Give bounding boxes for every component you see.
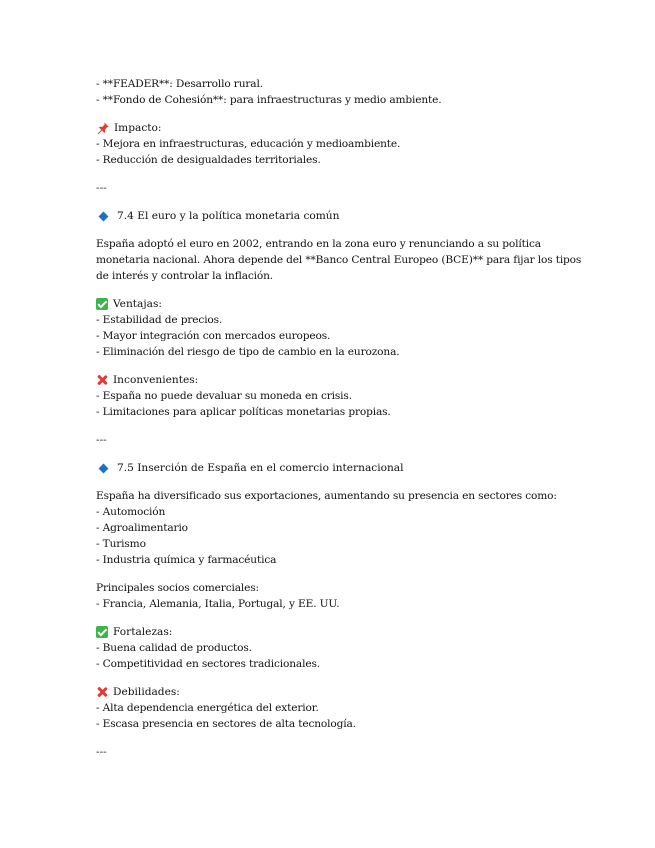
fortalezas-item: - Competitividad en sectores tradicionales. [96, 658, 320, 670]
list-item-feader: - **FEADER**: Desarrollo rural. [96, 78, 263, 90]
ventajas-item: - Mayor integración con mercados europeos. [96, 330, 331, 342]
paragraph-line: España adoptó el euro en 2002, entrando en la zona euro y renunciando a su política [96, 238, 541, 250]
fortalezas-item: - Buena calidad de productos. [96, 642, 252, 654]
blue-diamond-icon [99, 211, 109, 221]
fortalezas-label-row [96, 624, 566, 640]
ventajas-label-row [96, 296, 566, 312]
sector-item: - Turismo [96, 538, 146, 550]
section-heading-7-4 [96, 208, 566, 224]
inconvenientes-item: - Limitaciones para aplicar políticas monetarias propias. [96, 406, 391, 418]
inconvenientes-item: - España no puede devaluar su moneda en crisis. [96, 390, 352, 402]
section-title: 7.4 El euro y la política monetaria común [117, 210, 340, 222]
fortalezas-label: Fortalezas: [113, 626, 173, 638]
sector-item: - Automoción [96, 506, 166, 518]
separator: --- [96, 434, 107, 446]
cross-mark-icon [96, 686, 108, 698]
document-page [96, 76, 582, 760]
section-heading-7-5 [96, 460, 566, 476]
impacto-label: Impacto: [114, 122, 162, 134]
section-title: 7.5 Inserción de España en el comercio internacional [117, 462, 404, 474]
ventajas-item: - Eliminación del riesgo de tipo de cambio en la eurozona. [96, 346, 400, 358]
socios-list: - Francia, Alemania, Italia, Portugal, y EE. UU. [96, 598, 340, 610]
sector-item: - Industria química y farmacéutica [96, 554, 277, 566]
check-mark-icon [96, 298, 108, 310]
ventajas-label: Ventajas: [113, 298, 162, 310]
ventajas-item: - Estabilidad de precios. [96, 314, 223, 326]
separator: --- [96, 182, 107, 194]
sector-item: - Agroalimentario [96, 522, 188, 534]
inconvenientes-label-row [96, 372, 566, 388]
paragraph-line: monetaria nacional. Ahora depende del **Banco Central Europeo (BCE)** para fijar los tipos [96, 254, 582, 266]
list-item-fondo-cohesion: - **Fondo de Cohesión**: para infraestructuras y medio ambiente. [96, 94, 442, 106]
blue-diamond-icon [99, 463, 109, 473]
section-7-5-intro: España ha diversificado sus exportaciones, aumentando su presencia en sectores como: [96, 490, 557, 502]
debilidades-item: - Alta dependencia energética del exterior. [96, 702, 319, 714]
debilidades-item: - Escasa presencia en sectores de alta tecnología. [96, 718, 356, 730]
section-7-4-paragraph [96, 236, 582, 284]
inconvenientes-label: Inconvenientes: [113, 374, 199, 386]
socios-label: Principales socios comerciales: [96, 582, 259, 594]
debilidades-label: Debilidades: [113, 686, 180, 698]
impacto-item: - Mejora en infraestructuras, educación y medioambiente. [96, 138, 401, 150]
impacto-item: - Reducción de desigualdades territoriales. [96, 154, 321, 166]
cross-mark-icon [96, 374, 108, 386]
debilidades-label-row [96, 684, 566, 700]
separator: --- [96, 746, 107, 758]
check-mark-icon [96, 626, 108, 638]
pushpin-icon [96, 121, 110, 135]
impacto-label-row [96, 120, 566, 136]
paragraph-line: de interés y controlar la inflación. [96, 270, 274, 282]
